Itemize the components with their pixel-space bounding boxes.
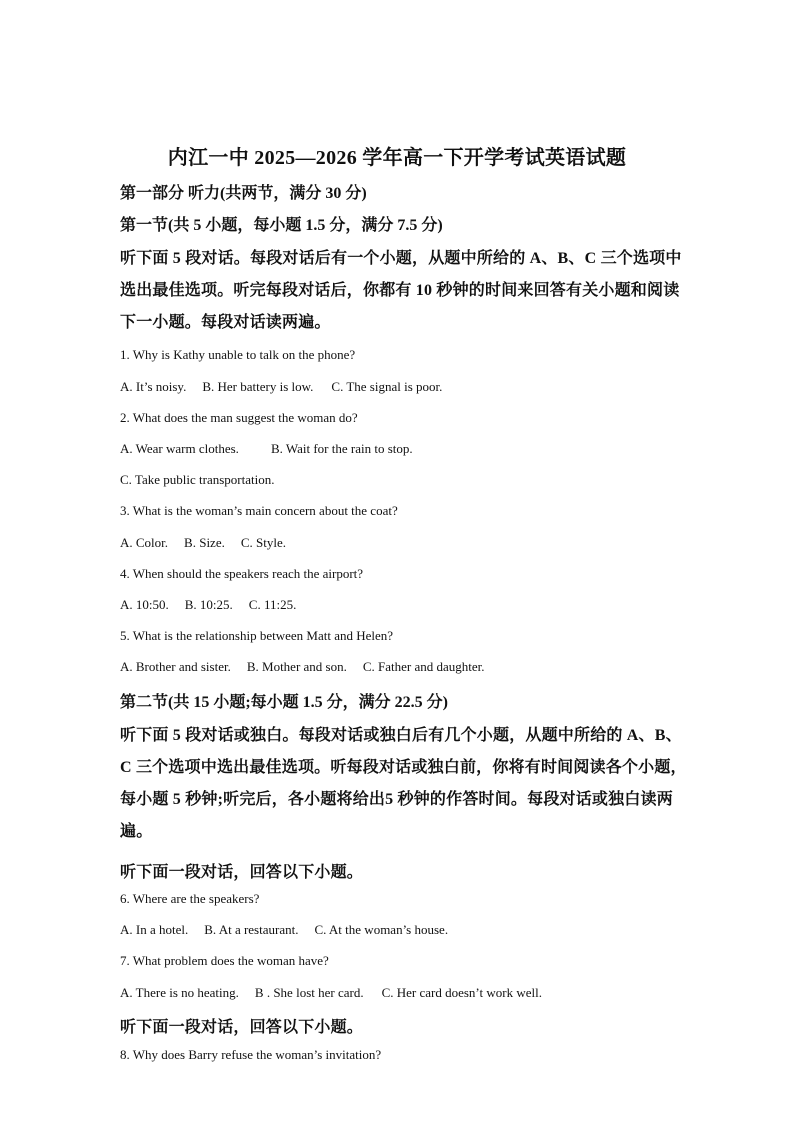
question-5-options: [120, 659, 485, 675]
section1-instruction-line: 下一小题。每段对话读两遍。: [120, 314, 331, 331]
section2-instruction-line: C 三个选项中选出最佳选项。听每段对话或独白前，你将有时间阅读各个小题，: [120, 759, 687, 776]
option-b: B. Size.: [184, 535, 225, 550]
option-a: A. In a hotel.: [120, 922, 189, 937]
section2-heading: 第二节(共 15 小题;每小题 1.5 分，满分 22.5 分): [120, 694, 448, 711]
question-6: 6. Where are the speakers?: [120, 891, 260, 906]
part1-heading: 第一部分 听力(共两节，满分 30 分): [120, 185, 367, 202]
exam-title: 内江一中 2025—2026 学年高一下开学考试英语试题: [167, 147, 627, 169]
question-2: 2. What does the man suggest the woman do?: [120, 410, 358, 425]
option-c: C. Her card doesn’t work well.: [381, 985, 542, 1000]
dialogue-intro: 听下面一段对话，回答以下小题。: [120, 1019, 364, 1036]
section1-heading: 第一节(共 5 小题，每小题 1.5 分，满分 7.5 分): [120, 217, 443, 234]
question-8: 8. Why does Barry refuse the woman’s invitation?: [120, 1047, 382, 1062]
option-b: B. 10:25.: [184, 597, 233, 612]
option-c: C. Style.: [240, 535, 287, 550]
question-4-options: [120, 597, 296, 613]
option-a: A. Brother and sister.: [120, 659, 231, 674]
option-b: B. Mother and son.: [246, 659, 347, 674]
section2-instruction-line: 听下面 5 段对话或独白。每段对话或独白后有几个小题，从题中所给的 A、B、: [120, 727, 682, 744]
question-4: 4. When should the speakers reach the airport?: [120, 566, 364, 581]
option-a: A. There is no heating.: [120, 985, 239, 1000]
question-7: 7. What problem does the woman have?: [120, 953, 329, 968]
option-c: C. 11:25.: [248, 597, 297, 612]
option-a: A. 10:50.: [120, 597, 169, 612]
question-2-option-c: C. Take public transportation.: [120, 472, 275, 487]
question-6-options: [120, 922, 448, 938]
section1-instruction-line: 听下面 5 段对话。每段对话后有一个小题，从题中所给的 A、B、C 三个选项中: [120, 250, 682, 267]
question-7-options: [120, 985, 542, 1001]
option-b: B. Wait for the rain to stop.: [270, 441, 413, 456]
question-2-options: [120, 441, 413, 457]
question-1: 1. Why is Kathy unable to talk on the phone?: [120, 347, 356, 362]
option-c: C. The signal is poor.: [331, 379, 443, 394]
option-a: A. Color.: [120, 535, 169, 550]
question-1-options: [120, 379, 442, 395]
option-c: C. At the woman’s house.: [314, 922, 449, 937]
option-b: B . She lost her card.: [254, 985, 364, 1000]
option-b: B. At a restaurant.: [204, 922, 299, 937]
section1-instruction-line: 选出最佳选项。听完每段对话后，你都有 10 秒钟的时间来回答有关小题和阅读: [120, 282, 680, 299]
question-5: 5. What is the relationship between Matt and Helen?: [120, 628, 394, 643]
option-b: B. Her battery is low.: [202, 379, 314, 394]
option-a: A. It’s noisy.: [120, 379, 187, 394]
section2-instruction-line: 遍。: [120, 823, 153, 840]
option-c: C. Father and daughter.: [362, 659, 485, 674]
option-a: A. Wear warm clothes.: [120, 441, 239, 456]
section2-instruction-line: 每小题 5 秒钟;听完后，各小题将给出5 秒钟的作答时间。每段对话或独白读两: [120, 791, 673, 808]
question-3-options: [120, 535, 286, 551]
question-3: 3. What is the woman’s main concern about the coat?: [120, 503, 398, 518]
dialogue-intro: 听下面一段对话，回答以下小题。: [120, 864, 364, 881]
